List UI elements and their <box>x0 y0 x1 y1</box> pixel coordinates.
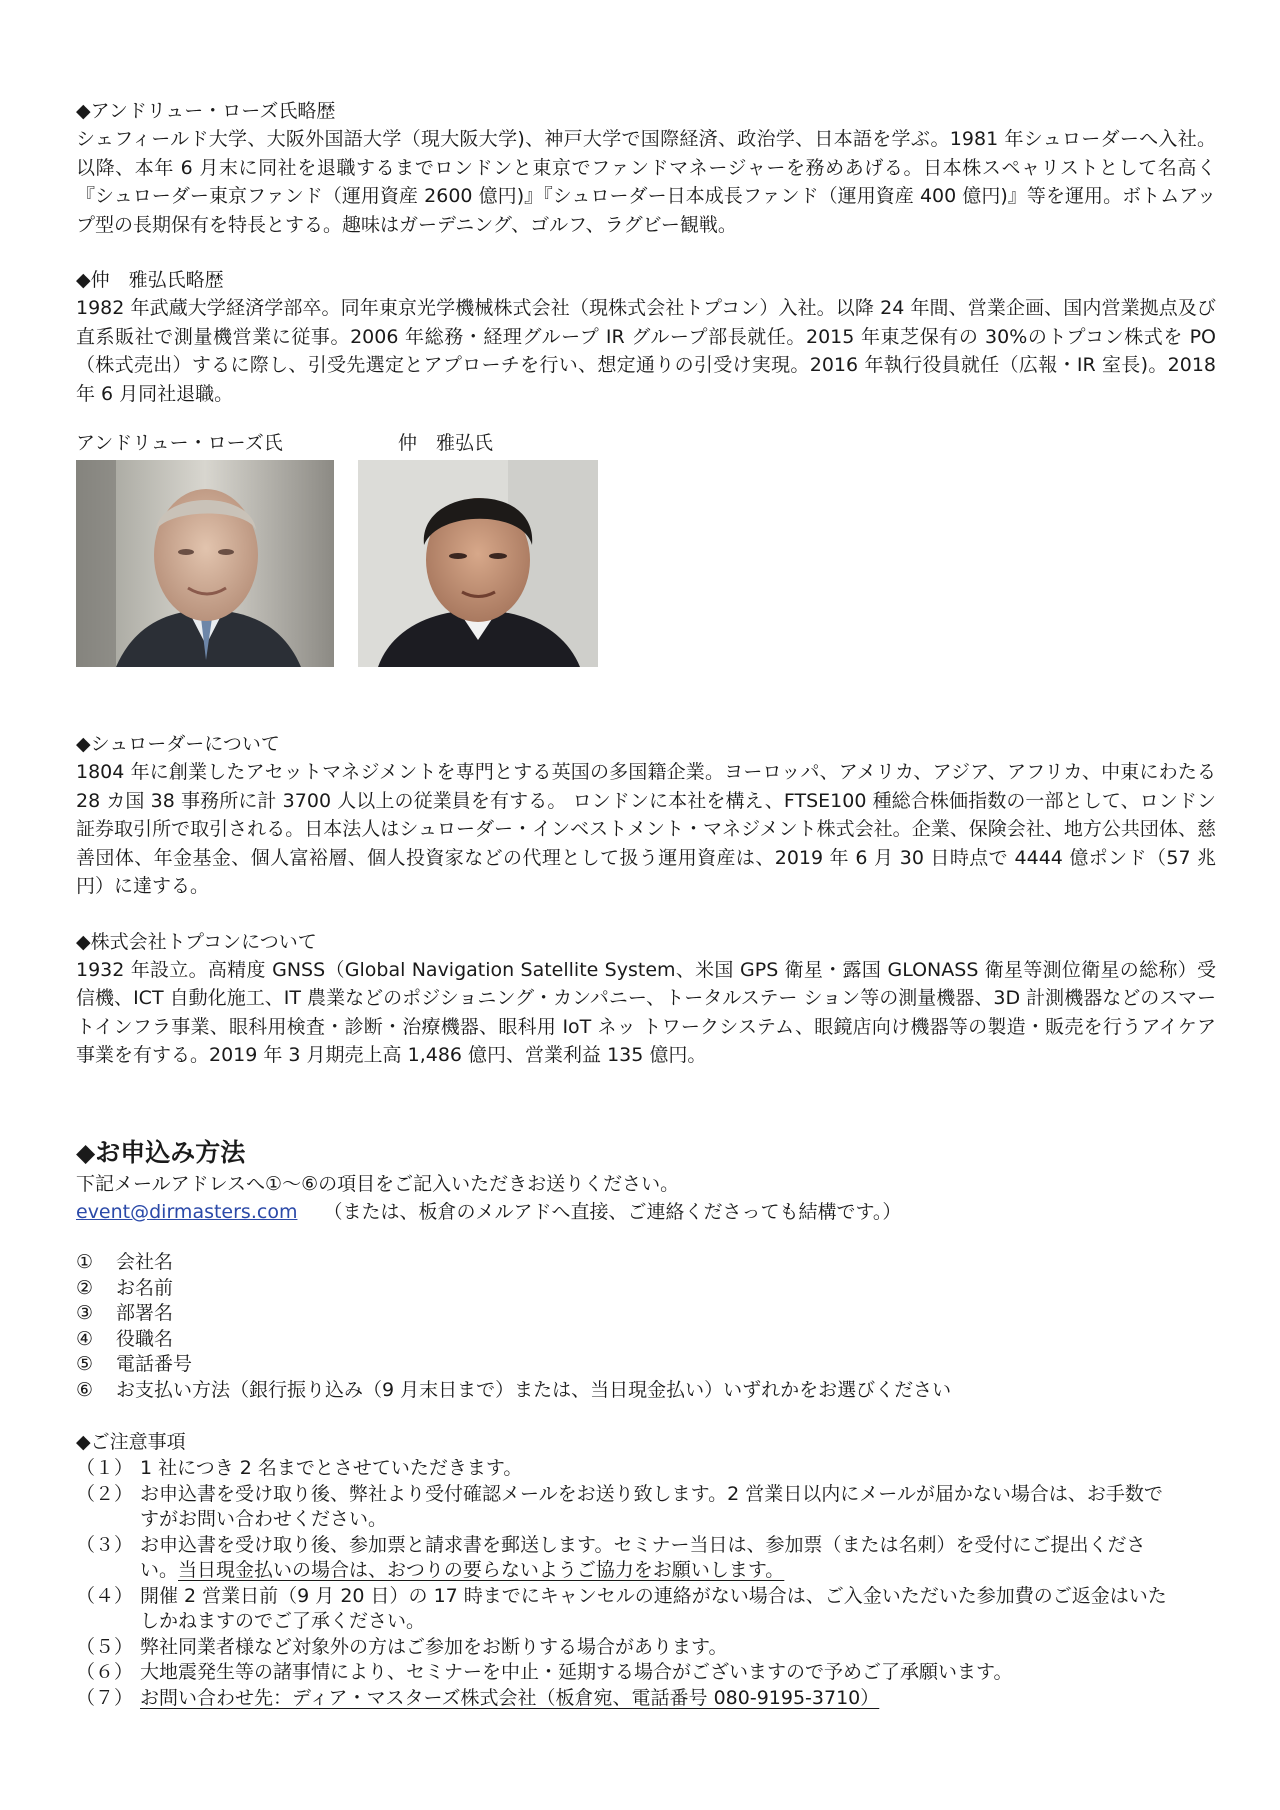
list-item: ⑤ 電話番号 <box>76 1353 193 1375</box>
notes-list <box>76 1456 1216 1711</box>
application-intro: 下記メールアドレスへ①～⑥の項目をご記入いただきお送りください。 <box>76 1172 680 1195</box>
list-item: ⑥ お支払い方法（銀行振り込み（9 月末日まで）または、当日現金払い）いずれかをお選びください <box>76 1378 952 1401</box>
note-item: （７） お問い合わせ先：ディア・マスターズ株式会社（板倉宛、電話番号 080-9195-3710） <box>76 1686 1216 1712</box>
email-note: （または、板倉のメルアドへ直接、ご連絡くださっても結構です。） <box>323 1201 902 1223</box>
list-item: ③ 部署名 <box>76 1302 174 1324</box>
naka-bio-heading: ◆仲 雅弘氏略歴 <box>76 269 224 291</box>
rose-portrait-photo <box>76 460 334 667</box>
email-link[interactable]: event@dirmasters.com <box>76 1201 298 1223</box>
naka-bio-text: 1982 年武蔵大学経済学部卒。同年東京光学機械株式会社（現株式会社トプコン）入社。以降 24 年間、営業企画、国内営業拠点及び直系販社で測量機営業に従事。2006 年総務・経理グループ IR グループ部長就任。2015 年東芝保有の 30%のトプコン株式を PO（株式売出）するに際し、引受先選定とアプローチを行い、想定通りの引受け実現。2016 年執行役員就任（広報・IR 室長)。2018 年 6 月同社退職。 <box>76 297 1216 405</box>
schroders-text: 1804 年に創業したアセットマネジメントを専門とする英国の多国籍企業。ヨーロッパ、アメリカ、アジア、アフリカ、中東にわたる 28 カ国 38 事務所に計 3700 人以上の従業員を有する。 ロンドンに本社を構え、FTSE100 種総合株価指数の一部として、ロンドン証券取引所で取引される。日本法人はシュローダー・インベストメント・マネジメント株式会社。企業、保険会社、地方公共団体、慈善団体、年金基金、個人富裕層、個人投資家などの代理として扱う運用資産は、2019 年 6 月 30 日時点で 4444 億ポンド（57 兆円）に達する。 <box>76 761 1216 897</box>
list-item: ① 会社名 <box>76 1251 174 1273</box>
portrait-photos <box>76 430 1216 685</box>
rose-bio-heading: ◆アンドリュー・ローズ氏略歴 <box>76 100 336 122</box>
note-item: （１） 1 社につき 2 名までとさせていただきます。 <box>76 1457 523 1479</box>
schroders-heading: ◆シュローダーについて <box>76 733 280 755</box>
note-item: （２） お申込書を受け取り後、弊社より受付確認メールをお送り致します。2 営業日以内にメールが届かない場合は、お手数ですがお問い合わせください。 <box>76 1482 1163 1530</box>
note-item: （５） 弊社同業者様など対象外の方はご参加をお断りする場合があります。 <box>76 1635 728 1658</box>
topcon-text: 1932 年設立。高精度 GNSS（Global Navigation Satellite System、米国 GPS 衛星・露国 GLONASS 衛星等測位衛星の総称）受信機、ICT 自動化施工、IT 農業などのポジショニング・カンパニー、トータルステー ション等の測量機器、3D 計測機器などのスマートインフラ事業、眼科用検査・診断・治療機器、眼科用 IoT ネッ トワークシステム、眼鏡店向け機器等の製造・販売を行うアイケア事業を有する。2019 年 3 月期売上高 1,486 億円、営業利益 135 億円。 <box>76 958 1216 1066</box>
application-items-list <box>76 1250 1216 1403</box>
rose-photo-caption: アンドリュー・ローズ氏 <box>76 432 283 454</box>
topcon-heading: ◆株式会社トプコンについて <box>76 930 317 953</box>
naka-photo-caption: 仲 雅弘氏 <box>398 432 494 454</box>
list-item: ④ 役職名 <box>76 1327 174 1350</box>
naka-portrait-photo <box>358 460 598 667</box>
note-item: （３） お申込書を受け取り後、参加票と請求書を郵送します。セミナー当日は、参加票（または名刺）を受付にご提出ください。当日現金払いの場合は、おつりの要らないようご協力をお願いします。 <box>76 1533 1146 1581</box>
document-page <box>76 98 1216 1711</box>
notes-heading: ◆ご注意事項 <box>76 1431 186 1453</box>
email-line <box>76 1198 1216 1226</box>
note-item: （６） 大地震発生等の諸事情により、セミナーを中止・延期する場合がございますので予めご了承願います。 <box>76 1661 1013 1683</box>
rose-bio-text: シェフィールド大学、大阪外国語大学（現大阪大学)、神戸大学で国際経済、政治学、日本語を学ぶ。1981 年シュローダーへ入社。以降、本年 6 月末に同社を退職するまでロンドンと東京でファンドマネージャーを務めあげる。日本株スペャリストとして名高く『シュローダー東京ファンド（運用資産 2600 億円)』『シュローダー日本成長ファンド（運用資産 400 億円)』等を運用。ボトムアップ型の長期保有を特長とする。趣味はガーデニング、ゴルフ、ラグビー観戦。 <box>76 128 1216 236</box>
list-item: ② お名前 <box>76 1276 174 1299</box>
contact-info: お問い合わせ先：ディア・マスターズ株式会社（板倉宛、電話番号 080-9195-3710） <box>140 1686 880 1709</box>
note-item: （４） 開催 2 営業日前（9 月 20 日）の 17 時までにキャンセルの連絡がない場合は、ご入金いただいた参加費のご返金はいたしかねますのでご了承ください。 <box>76 1584 1167 1632</box>
application-heading: ◆お申込み方法 <box>76 1137 246 1167</box>
